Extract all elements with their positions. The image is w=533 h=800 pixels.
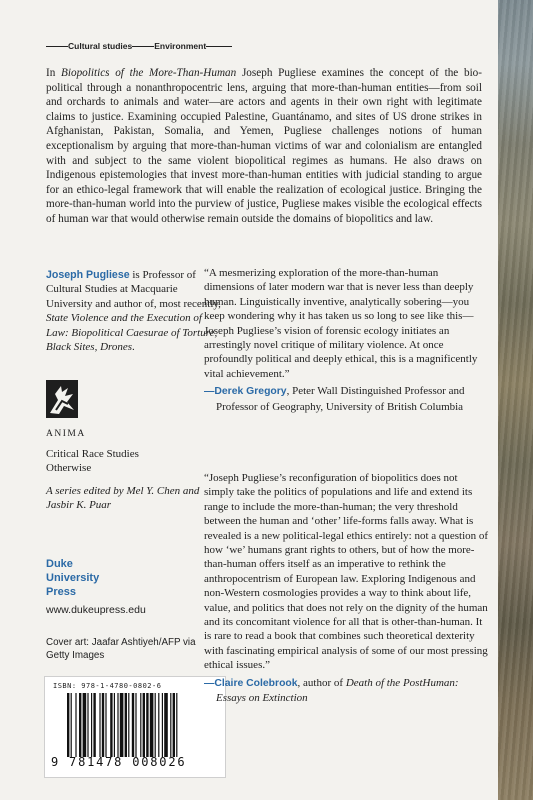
barcode-bar	[125, 693, 127, 757]
barcode-bar	[102, 693, 104, 757]
barcode-bar	[135, 693, 136, 757]
category-line	[46, 41, 232, 51]
author-previous-book: State Violence and the Execution of Law: Biopolitical Caesurae of Torture, Black Sites, Drones	[46, 312, 218, 354]
barcode-bar	[114, 693, 115, 757]
barcode-bar	[91, 693, 92, 757]
barcode-bar	[150, 693, 154, 757]
barcode-bar	[132, 693, 134, 757]
series-imprint: ANIMA	[46, 429, 86, 439]
blurb-2-attribution: —Claire Colebrook, author of Death of the PostHuman: Essays on Extinction	[204, 676, 459, 705]
barcode-bar	[170, 693, 171, 757]
barcode-bar	[176, 693, 177, 757]
barcode-bar	[93, 693, 95, 757]
category-environment: Environment	[154, 41, 207, 51]
barcode-number: 9 781478 008026	[51, 755, 187, 769]
barcode-bar	[110, 693, 112, 757]
anima-logo-icon	[46, 380, 78, 418]
barcode-bars	[67, 693, 217, 757]
isbn-label: ISBN: 978-1-4780-0802-6	[53, 682, 162, 690]
barcode-bar	[117, 693, 118, 757]
barcode-bar	[162, 693, 163, 757]
blurb-1-attribution: —Derek Gregory, Peter Wall Distinguished Professor and Professor of Geography, University of British Columbia	[204, 385, 465, 413]
blurb-1-author: —Derek Gregory	[204, 386, 287, 398]
blurb-2-text: “Joseph Pugliese’s reconfiguration of biopolitics does not simply take the politics of populations and life and extend its range to include the more-than-human; the very threshold between the human and ‘other’ life-forms falls away. What is revealed is a new political-legal ethics entirely: not a question of how ‘we’ humans grant rights to others, but of how the more-than-human offers itself as an imperative to rethink the anthropocentrism of European law. Exploring Indigenous and non-Western cosmologies provides a way to think about life, value, and politics that does not rely on the dignity of the human and its concomitant violence for all that is other-than-human. It is rare to read a book that combines such theoretical dexterity with fascinating empirical analysis of some of our most pressing ethical issues.”	[204, 472, 489, 672]
cover-art-credit: Cover art: Jaafar Ashtiyeh/AFP via Getty Images	[46, 637, 196, 661]
book-description: In Biopolitics of the More-Than-Human Joseph Pugliese examines the concept of the bio-political through a nonanthropocentric lens, arguing that more-than-human entities—from soil and orchards to animals and water—are actors and agents in their own right with legitimate claims to justice. Examining occupied Palestine, Guantánamo, and sites of US drone strikes in Afghanistan, Pakistan, Somalia, and Yemen, Pugliese challenges notions of human exceptionalism by arguing that more-than-human victims of war and colonialism are entangled with and subject to the same violent biopolitical regimes as humans. He also draws on Indigenous epistemologies that invest more-than-human entities with judicial standing to argue for an ethico-legal framework that will enable the realization of ecological justice. Bringing the more-than-human world into the purview of justice, Pugliese makes visible the ecological effects of human war that would otherwise remain outside the domains of biopolitics and law.	[46, 67, 483, 225]
blurb-1-text: “A mesmerizing exploration of the more-than-human dimensions of later modern war that is never less than deeply human. Linguistically inventive, analytically sobering—you keep wondering why it has taken us so long to see like this—Joseph Pugliese’s vision of forensic ecology initiates an arrestingly novel critique of military violence. At once profoundly political and deeply ethical, this is a magnificently vital achievement.”	[204, 267, 478, 380]
series-name-line1: Critical Race Studies	[46, 448, 139, 460]
barcode-bar	[71, 693, 72, 757]
publisher-website: www.dukeupress.edu	[46, 604, 146, 616]
author-bio: Joseph Pugliese is Professor of Cultural Studies at Macquarie University and author of, most recently, State Violence and the Execution of Law: Biopolitical Caesurae of Torture, Black Sites, Drones.	[46, 269, 221, 354]
publisher-name: Duke University Press	[46, 558, 100, 598]
barcode-bar	[158, 693, 159, 757]
barcode-bar	[79, 693, 81, 757]
blurb-1	[204, 266, 489, 414]
author-name: Joseph Pugliese	[46, 269, 130, 281]
barcode-bar	[173, 693, 175, 757]
barcode-bar	[67, 693, 69, 757]
barcode-bar	[143, 693, 145, 757]
series-editors: A series edited by Mel Y. Chen and Jasbir K. Puar	[46, 484, 200, 512]
barcode-bar	[128, 693, 129, 757]
blurb-2-author: —Claire Colebrook	[204, 677, 298, 689]
blurb-2	[204, 471, 489, 706]
author-bio-block	[46, 268, 226, 354]
barcode-bar	[155, 693, 156, 757]
barcode-bar	[146, 693, 148, 757]
category-cultural-studies: Cultural studies	[68, 41, 133, 51]
barcode-bar	[75, 693, 76, 757]
barcode-bar	[87, 693, 88, 757]
barcode-bar	[105, 693, 106, 757]
barcode-bar	[83, 693, 87, 757]
barcode-bar	[120, 693, 124, 757]
cover-photo-strip	[498, 0, 533, 800]
isbn-barcode	[44, 676, 226, 778]
barcode-bar	[140, 693, 141, 757]
description-text: Joseph Pugliese examines the concept of the bio-political through a nonanthropocentric lens, arguing that more-than-human entities—from soil and orchards to animals and water—are actors and agents in their own right with legitimate claims to justice. Examining occupied Palestine, Guantánamo, and sites of US drone strikes in Afghanistan, Pakistan, Somalia, and Yemen, Pugliese challenges notions of human exceptionalism by arguing that more-than-human victims of war and colonialism are entangled with and subject to the same violent biopolitical regimes as humans. He also draws on Indigenous epistemologies that invest more-than-human entities with judicial standing to argue for an ethico-legal framework that will enable the realization of ecological justice. Bringing the more-than-human world into the purview of justice, Pugliese makes visible the ecological effects of human war that would otherwise remain outside the domains of biopolitics and law.	[46, 67, 483, 225]
barcode-bar	[164, 693, 168, 757]
description-book-title: Biopolitics of the More-Than-Human	[61, 67, 237, 79]
series-info	[46, 447, 226, 513]
series-name-line2: Otherwise	[46, 462, 92, 475]
barcode-bar	[99, 693, 100, 757]
